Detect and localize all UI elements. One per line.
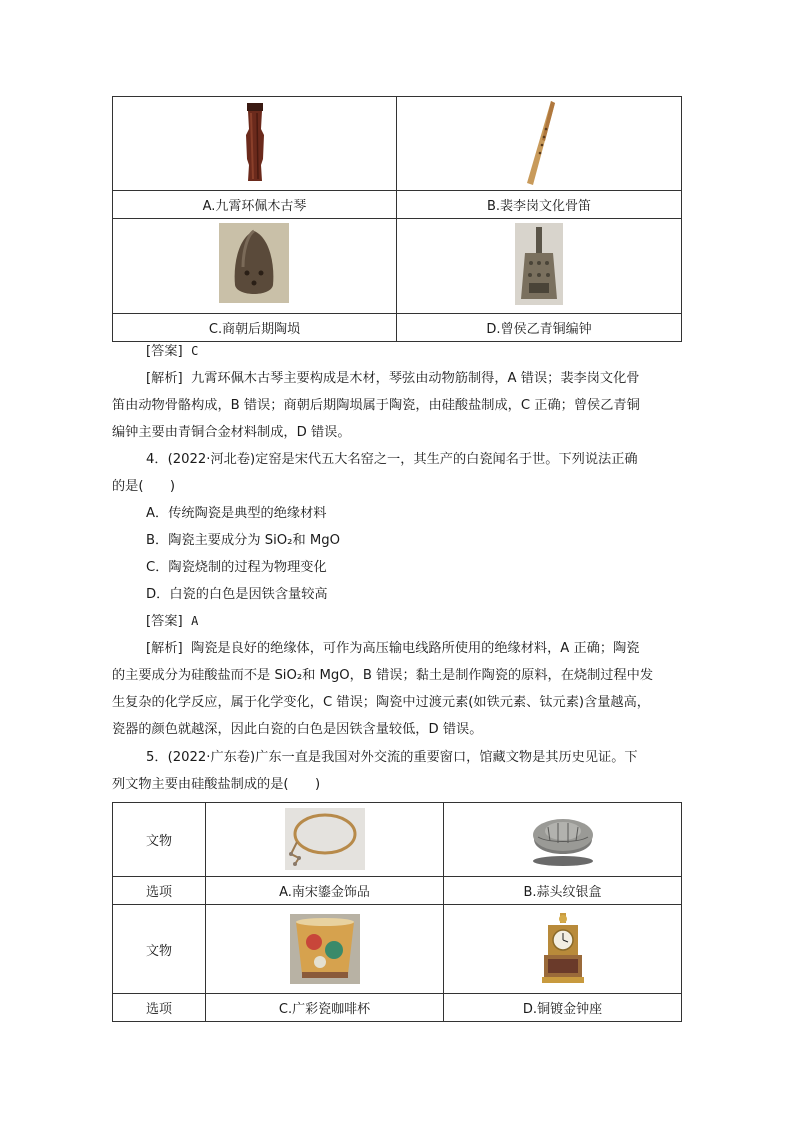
analysis-label: [解析] bbox=[146, 641, 183, 656]
row-label-option-2: 选项 bbox=[113, 994, 206, 1022]
row-label-item-1: 文物 bbox=[113, 803, 206, 877]
caption-a: A.九霄环佩木古琴 bbox=[113, 191, 397, 219]
q4-analysis-line-4: 瓷器的颜色就越深，因此白瓷的白色是因铁含量较低，D 错误。 bbox=[112, 722, 483, 737]
q5-stem-line-2: 列文物主要由硅酸盐制成的是( ) bbox=[112, 777, 321, 792]
q4-analysis-line-1: [解析] 陶瓷是良好的绝缘体，可作为高压输电线路所使用的绝缘材料，A 正确；陶瓷 bbox=[146, 641, 640, 656]
image-cell-c2 bbox=[206, 905, 444, 994]
image-cell-b2 bbox=[444, 803, 682, 877]
q3-answer-line bbox=[112, 338, 686, 365]
artifact-table-1 bbox=[112, 96, 682, 342]
answer-value: C bbox=[191, 344, 199, 358]
q4-stem-line-1: 4．(2022·河北卷)定窑是宋代五大名窑之一，其生产的白瓷闻名于世。下列说法正确 bbox=[146, 452, 638, 467]
q3-analysis-line-1: [解析] 九霄环佩木古琴主要构成是木材，琴弦由动物筋制得，A 错误；裴李岗文化骨 bbox=[146, 371, 640, 386]
caption-c: C.商朝后期陶埙 bbox=[113, 314, 397, 342]
q4-option-c: C．陶瓷烧制的过程为物理变化 bbox=[146, 560, 327, 575]
analysis-label: [解析] bbox=[146, 371, 183, 386]
bronze-bell-image bbox=[515, 223, 563, 305]
image-cell-a2 bbox=[206, 803, 444, 877]
q4-option-b: B．陶瓷主要成分为 SiO₂和 MgO bbox=[146, 533, 340, 548]
caption-b2: B.蒜头纹银盒 bbox=[444, 877, 682, 905]
gilt-clock-image bbox=[538, 911, 588, 987]
image-cell-c bbox=[113, 219, 397, 314]
q4-analysis-line-2: 的主要成分为硅酸盐而不是 SiO₂和 MgO，B 错误；黏土是制作陶瓷的原料，在烧制过程中发 bbox=[112, 668, 654, 683]
caption-c2: C.广彩瓷咖啡杯 bbox=[206, 994, 444, 1022]
q4-option-a: A．传统陶瓷是典型的绝缘材料 bbox=[146, 506, 327, 521]
image-cell-d2 bbox=[444, 905, 682, 994]
row-label-option-1: 选项 bbox=[113, 877, 206, 905]
q4-stem-line-2: 的是( ) bbox=[112, 479, 176, 494]
q4-answer-line bbox=[112, 608, 686, 635]
image-cell-d bbox=[397, 219, 682, 314]
porcelain-cup-image bbox=[290, 914, 360, 984]
caption-b: B.裴李岗文化骨笛 bbox=[397, 191, 682, 219]
q4-option-d: D．白瓷的白色是因铁含量较高 bbox=[146, 587, 328, 602]
bone-flute-image bbox=[515, 99, 565, 189]
caption-d2: D.铜镀金钟座 bbox=[444, 994, 682, 1022]
caption-a2: A.南宋鎏金饰品 bbox=[206, 877, 444, 905]
caption-d: D.曾侯乙青铜编钟 bbox=[397, 314, 682, 342]
guqin-image bbox=[235, 99, 275, 189]
image-cell-a bbox=[113, 97, 397, 191]
silver-box-image bbox=[528, 809, 598, 869]
q5-stem-line-1: 5．(2022·广东卷)广东一直是我国对外交流的重要窗口，馆藏文物是其历史见证。下 bbox=[146, 750, 638, 765]
gilded-ornament-image bbox=[285, 808, 365, 870]
q5-block bbox=[112, 744, 686, 798]
q3-analysis-line-3: 编钟主要由青铜合金材料制成，D 错误。 bbox=[112, 425, 351, 440]
answer-label: [答案] bbox=[146, 344, 183, 359]
artifact-table-2 bbox=[112, 802, 682, 1022]
image-cell-b bbox=[397, 97, 682, 191]
q4-analysis-line-3: 生复杂的化学反应，属于化学变化，C 错误；陶瓷中过渡元素(如铁元素、钛元素)含量越高， bbox=[112, 695, 650, 710]
q3-analysis-line-2: 笛由动物骨骼构成，B 错误；商朝后期陶埙属于陶瓷，由硅酸盐制成，C 正确；曾侯乙青铜 bbox=[112, 398, 640, 413]
q3-block bbox=[112, 338, 686, 446]
pottery-xun-image bbox=[219, 223, 289, 303]
answer-value: A bbox=[191, 614, 199, 628]
row-label-item-2: 文物 bbox=[113, 905, 206, 994]
answer-label: [答案] bbox=[146, 614, 183, 629]
q4-block bbox=[112, 446, 686, 743]
